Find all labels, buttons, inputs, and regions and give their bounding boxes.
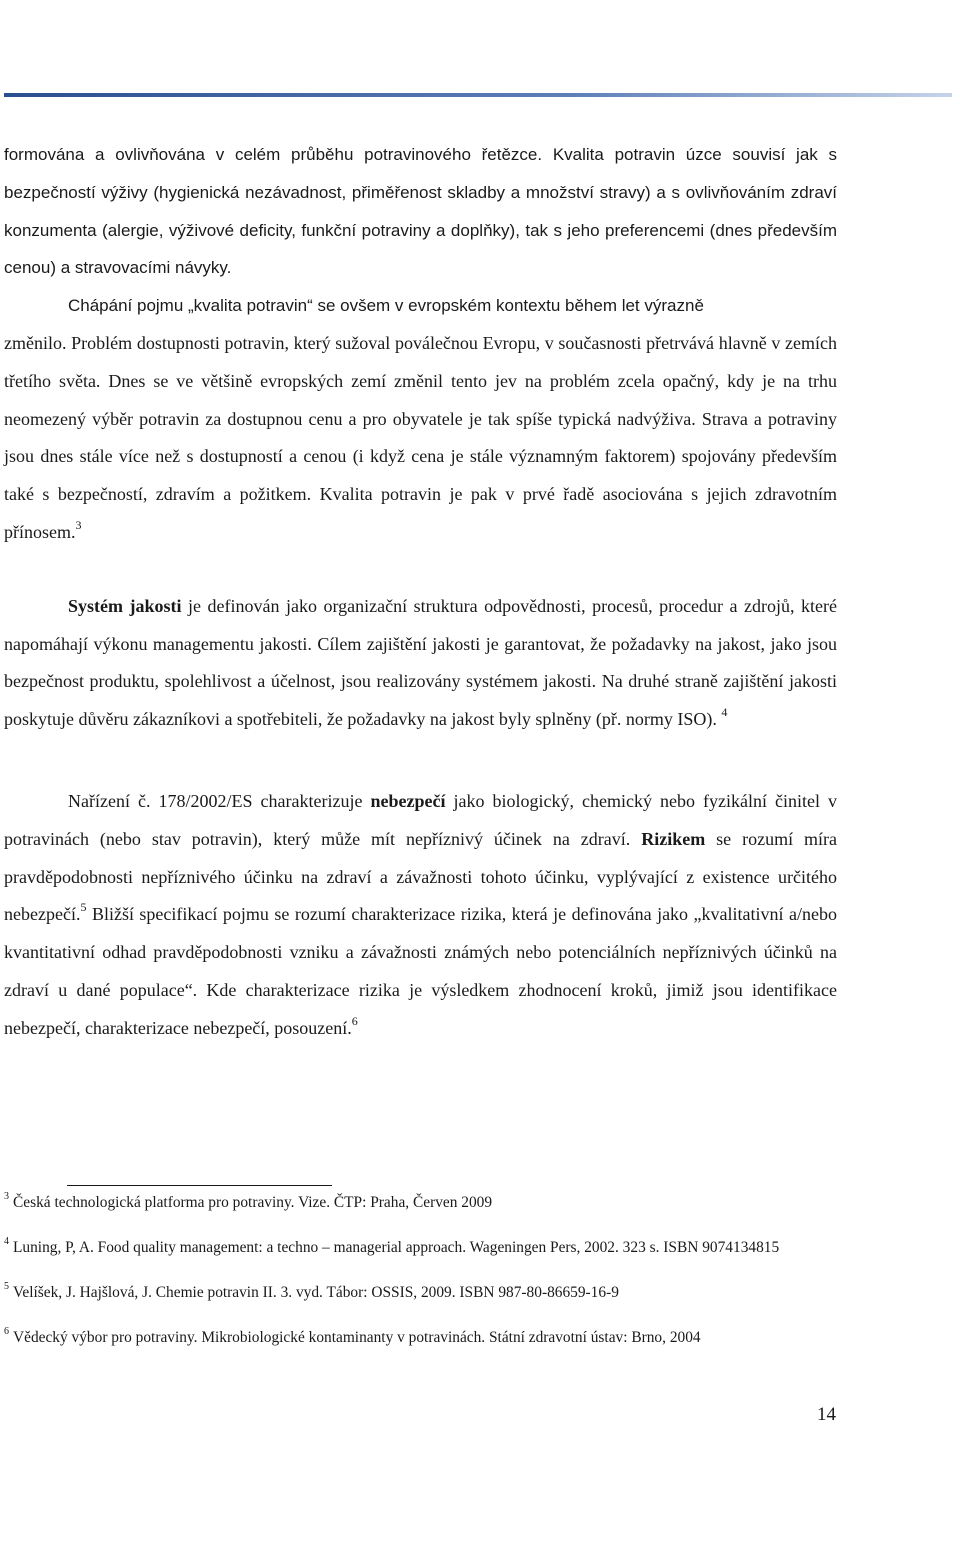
page-number: 14: [817, 1404, 836, 1425]
footnote-4: [4, 1237, 840, 1258]
paragraph-quality-concept: [4, 287, 837, 325]
footnote-number: 6: [4, 1326, 9, 1337]
paragraph-text: jako biologický, chemický nebo fyzikální činitel v potravinách (nebo stav potravin), který může mít nepříznivý účinek na zdraví.: [4, 790, 837, 849]
term-quality-system: Systém jakosti: [68, 595, 182, 616]
paragraph-text: Chápání pojmu „kvalita potravin“ se ovšem v evropském kontextu během let výrazně: [68, 296, 704, 316]
footnote-separator: [67, 1185, 332, 1186]
footnote-6: [4, 1327, 840, 1348]
footnote-text: Česká technologická platforma pro potraviny. Vize. ČTP: Praha, Červen 2009: [13, 1194, 493, 1211]
header-rule: [4, 93, 952, 97]
footnote-number: 5: [4, 1281, 9, 1292]
paragraph-text: formována a ovlivňována v celém průběhu potravinového řetězce. Kvalita potravin úzce souvisí jak s bezpečností výživy (hygienická nezávadnost, přiměřenost skladby a množství stravy) a s ovlivňováním zdraví konzumenta (alergie, výživové deficity, funkční potraviny a doplňky), tak s jeho preferencemi (dnes především cenou) a stravovacími návyky.: [4, 145, 837, 278]
footnote-ref[interactable]: 4: [721, 705, 728, 720]
paragraph-text: se rozumí míra pravděpodobnosti nepříznivého účinku na zdraví a závažnosti tohoto účinku, vyplývající z existence určitého nebezpečí.: [4, 828, 838, 925]
paragraph-quality-change: [4, 325, 837, 552]
paragraph-quality-intro: [4, 136, 837, 287]
footnote-5: [4, 1282, 840, 1303]
footnote-number: 4: [4, 1236, 9, 1247]
term-hazard: nebezpečí: [370, 790, 446, 811]
footnote-text: Vědecký výbor pro potraviny. Mikrobiologické kontaminanty v potravinách. Státní zdravotní ústav: Brno, 2004: [13, 1329, 701, 1346]
paragraph-text: je definován jako organizační struktura odpovědnosti, procesů, procedur a zdrojů, které napomáhají výkonu managementu jakosti. Cílem zajištění jakosti je garantovat, že požadavky na jakost, jako jsou bezpečnost produktu, spolehlivost a účelnost, jsou realizovány systémem jakosti. Na druhé straně zajištění jakosti poskytuje důvěru zákazníkovi a spotřebiteli, že požadavky na jakost byly splněny (př. normy ISO).: [4, 595, 837, 730]
page-body: [4, 136, 837, 1048]
footnote-3: [4, 1192, 840, 1213]
footnote-ref[interactable]: 6: [351, 1013, 358, 1028]
paragraph-quality-system: [4, 588, 837, 739]
footnote-number: 3: [4, 1191, 9, 1202]
paragraph-hazard-risk: [4, 783, 837, 1048]
footnote-text: Luning, P, A. Food quality management: a techno – managerial approach. Wageningen Pers, 2002. 323 s. ISBN 9074134815: [13, 1239, 780, 1256]
footnote-ref[interactable]: 5: [80, 900, 87, 915]
paragraph-text: Nařízení č. 178/2002/ES charakterizuje: [68, 790, 371, 811]
footnote-ref[interactable]: 3: [75, 517, 82, 532]
term-risk: Rizikem: [641, 828, 706, 849]
paragraph-text: změnilo. Problém dostupnosti potravin, který sužoval poválečnou Evropu, v současnosti přetrvává hlavně v zemích třetího světa. Dnes se ve většině evropských zemí změnil tento jev na problém zcela opačný, kdy je na trhu neomezený výběr potravin za dostupnou cenu a pro obyvatele je tak spíše typická nadvýživa. Strava a potraviny jsou dnes stále více než s dostupností a cenou (i když cena je stále významným faktorem) spojovány především také s bezpečností, zdravím a požitkem. Kvalita potravin je pak v prvé řadě asociována s jejich zdravotním přínosem.: [4, 332, 837, 542]
paragraph-text: Bližší specifikací pojmu se rozumí charakterizace rizika, která je definována jako „kvalitativní a/nebo kvantitativní odhad pravděpodobnosti vzniku a závažnosti známých nebo potenciálních nepříznivých účinků na zdraví u dané populace“. Kde charakterizace rizika je výsledkem zhodnocení kroků, jimiž jsou identifikace nebezpečí, charakterizace nebezpečí, posouzení.: [4, 904, 837, 1038]
footnote-text: Velíšek, J. Hajšlová, J. Chemie potravin II. 3. vyd. Tábor: OSSIS, 2009. ISBN 987-80-86659-16-9: [13, 1284, 619, 1301]
footnotes: [4, 1192, 840, 1372]
